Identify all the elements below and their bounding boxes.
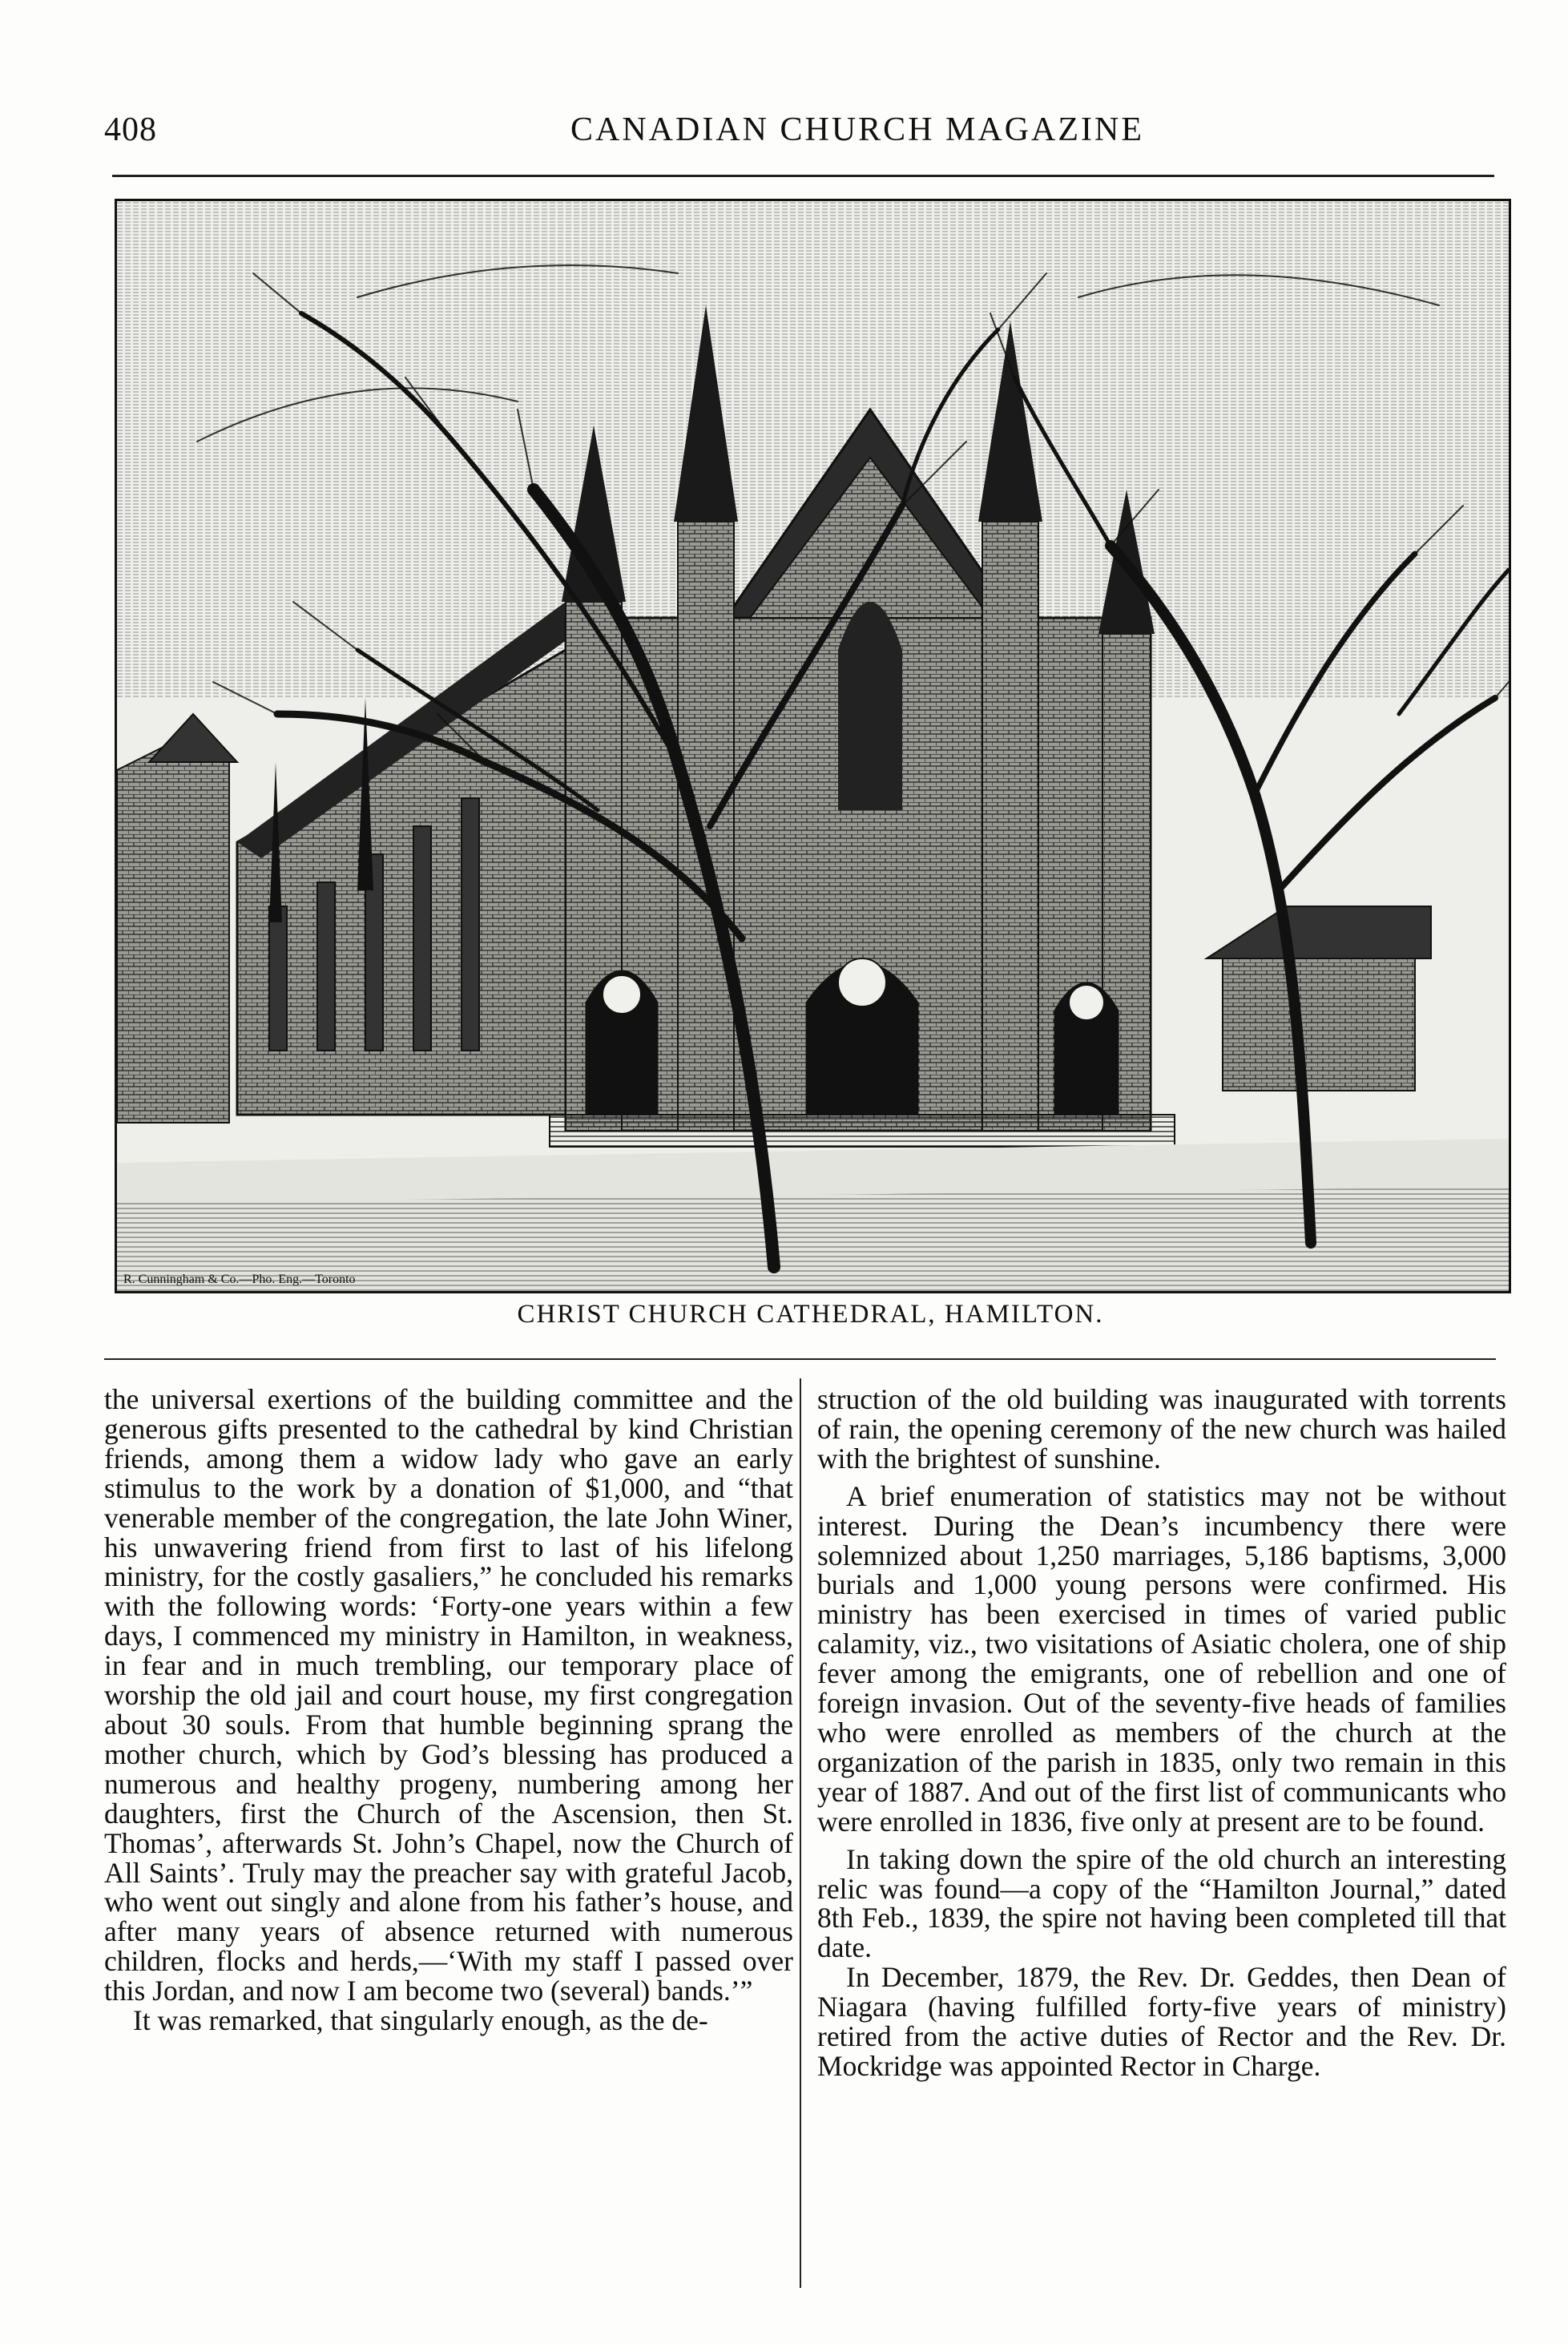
figure-caption: CHRIST CHURCH CATHEDRAL, HAMILTON. xyxy=(517,1300,1104,1329)
running-title: CANADIAN CHURCH MAGAZINE xyxy=(570,111,1144,148)
right-paragraph: In December, 1879, the Rev. Dr. Geddes, then Dean of Niagara (having fulfilled forty-five years of ministry) retired from the active duties of Rector and the Rev. Dr. Mockridge was appointed Rector in Charge. xyxy=(817,1961,1506,2082)
right-column xyxy=(817,1385,1506,2081)
header-rule xyxy=(112,175,1494,177)
left-column xyxy=(104,1385,793,2035)
right-paragraph: In taking down the spire of the old church an interesting relic was found—a copy of the “Hamilton Journal,” dated 8th Feb., 1839, the spire not having been completed till that date. xyxy=(817,1842,1506,1964)
caption-rule xyxy=(104,1358,1496,1360)
column-divider xyxy=(800,1378,801,2288)
left-house xyxy=(117,714,237,1123)
right-paragraph: struction of the old building was inaugurated with torrents of rain, the opening ceremony of the new church was hailed with the brightest of sunshine. xyxy=(817,1383,1506,1475)
cathedral-engraving xyxy=(115,199,1511,1293)
right-paragraph: A brief enumeration of statistics may not be without interest. During the Dean’s incumbency there were solemnized about 1,250 marriages, 5,186 baptisms, 3,000 burials and 1,000 young persons were confirmed. His ministry has been exercised in times of varied public calamity, viz., two visitations of Asiatic cholera, one of ship fever among the emigrants, one of rebellion and one of foreign invasion. Out of the seventy-five heads of families who were enrolled as members of the church at the organization of the parish in 1835, only two remain in this year of 1887. And out of the first list of communicants who were enrolled in 1836, five only at present are to be found. xyxy=(817,1479,1506,1838)
left-paragraph: It was remarked, that singularly enough, as the de- xyxy=(133,2004,708,2037)
page-number: 408 xyxy=(104,111,157,148)
engraver-credit: R. Cunningham & Co.—Pho. Eng.—Toronto xyxy=(123,1273,356,1286)
left-paragraph: the universal exertions of the building committee and the generous gifts presented to the cathedral by kind Christian friends, among them a widow lady who gave an early stimulus to the work by a donation of $1,000, and “that venerable member of the congregation, the late John Winer, his unwavering friend from first to last of his lifelong ministry, for the costly gasaliers,” he concluded his remarks with the following words: ‘Forty-one years within a few days, I commenced my ministry in Hamilton, in weakness, in fear and in much trembling, our temporary place of worship the old jail and court house, my first congregation about 30 souls. From that humble beginning sprang the mother church, which by God’s blessing has produced a numerous and healthy progeny, numbering among her daughters, first the Church of the Ascension, then St. Thomas’, afterwards St. John’s Chapel, now the Church of All Saints’. Truly may the preacher say with grateful Jacob, who went out singly and alone from his father’s house, and after many years of absence returned with numerous children, flocks and herds,—‘With my staff I passed over this Jordan, and now I am become two (several) bands.’” xyxy=(104,1383,793,2007)
